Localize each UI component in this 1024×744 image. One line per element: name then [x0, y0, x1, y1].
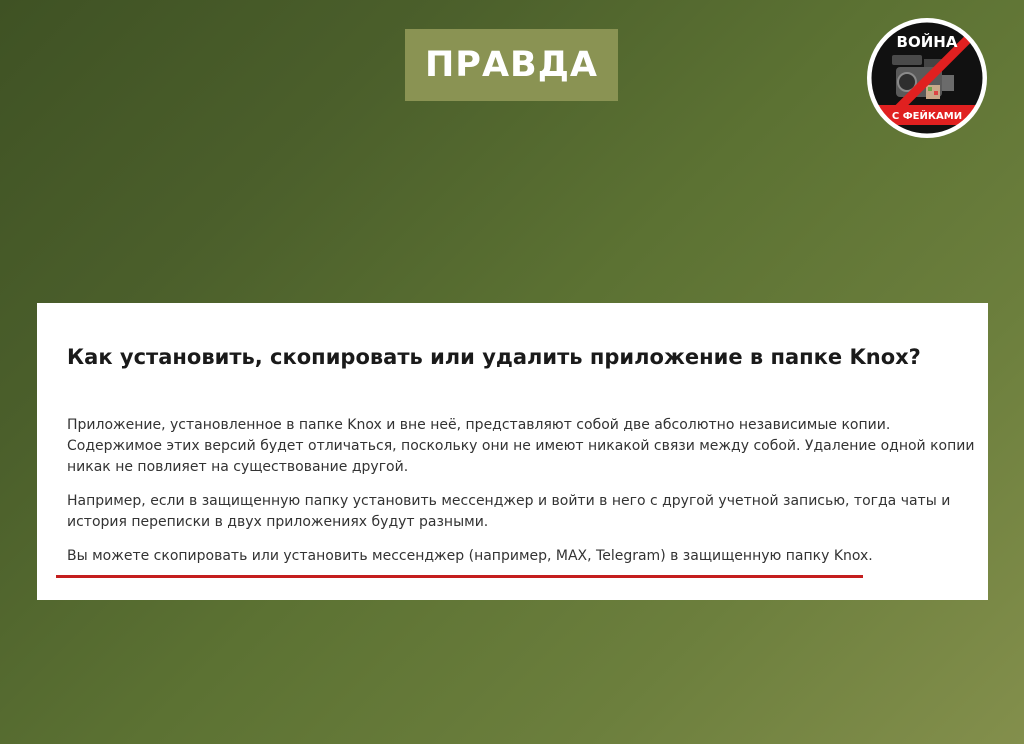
- article-paragraph-highlighted: Вы можете скопировать или установить мессенджер (например, MAX, Telegram) в защищенную папку Knox.: [67, 548, 873, 564]
- article-paragraph: Приложение, установленное в папке Knox и вне неё, представляют собой две абсолютно независимые копии. Содержимое этих версий будет отличаться, поскольку они не имеют никакой связи между собой. Удаление одной копии никак не повлияет на существование другой.: [67, 417, 975, 475]
- article-title: Как установить, скопировать или удалить приложение в папке Knox?: [67, 345, 921, 369]
- red-highlight-underline: [56, 575, 863, 578]
- article-paragraph: Например, если в защищенную папку установить мессенджер и войти в него с другой учетной записью, тогда чаты и история переписки в двух приложениях будут разными.: [67, 493, 951, 530]
- logo-bottom-text: С ФЕЙКАМИ: [891, 111, 963, 122]
- verdict-badge: ПРАВДА: [405, 29, 618, 101]
- logo-top-text: ВОЙНА: [896, 33, 958, 51]
- article-screenshot-card: [37, 303, 988, 600]
- war-on-fakes-logo: [866, 17, 988, 139]
